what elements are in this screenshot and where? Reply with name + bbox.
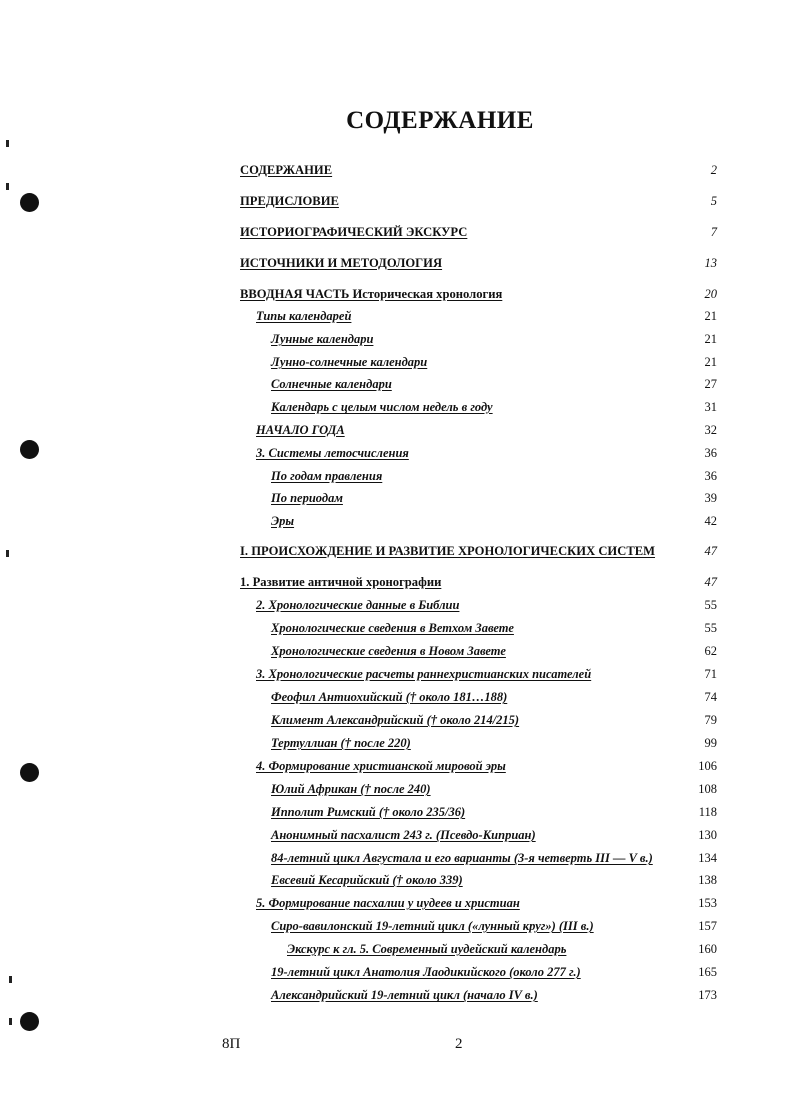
toc-entry[interactable] xyxy=(240,572,717,592)
toc-entry-label[interactable]: 84-летний цикл Августала и его варианты (3-я четверть III — V в.) xyxy=(271,851,653,865)
toc-entry-label[interactable]: СОДЕРЖАНИЕ xyxy=(240,163,333,177)
toc-entry-page: 130 xyxy=(698,828,717,842)
page-title: СОДЕРЖАНИЕ xyxy=(346,107,534,134)
toc-entry[interactable] xyxy=(240,687,717,707)
toc-entry-label[interactable]: Феофил Антиохийский († около 181…188) xyxy=(271,690,508,704)
toc-entry-page: 21 xyxy=(704,355,717,369)
toc-entry-label[interactable]: 1. Развитие античной хронографии xyxy=(240,575,442,589)
toc-entry[interactable] xyxy=(240,939,717,959)
margin-mark xyxy=(9,1018,12,1025)
toc-entry-page: 157 xyxy=(698,919,717,933)
toc-entry[interactable] xyxy=(240,802,717,822)
toc-entry-label[interactable]: ПРЕДИСЛОВИЕ xyxy=(240,194,339,208)
toc-entry-page: 153 xyxy=(698,896,717,910)
page-number: 2 xyxy=(455,1036,463,1052)
toc-entry[interactable] xyxy=(240,253,717,273)
toc-entry[interactable] xyxy=(240,848,717,868)
toc-entry[interactable] xyxy=(240,733,717,753)
toc-entry-label[interactable]: 5. Формирование пасхалии у иудеев и христиан xyxy=(256,896,520,910)
toc-entry-page: 62 xyxy=(704,644,717,658)
toc-entry[interactable] xyxy=(240,511,717,531)
toc-entry-page: 79 xyxy=(704,713,717,727)
toc-entry-label[interactable]: Календарь с целым числом недель в году xyxy=(271,400,493,414)
toc-entry-page: 32 xyxy=(704,423,717,437)
toc-entry-page: 39 xyxy=(704,491,717,505)
toc-entry[interactable] xyxy=(240,893,717,913)
toc-entry[interactable] xyxy=(240,595,717,615)
toc-entry[interactable] xyxy=(240,779,717,799)
toc-entry-label[interactable]: 2. Хронологические данные в Библии xyxy=(256,598,460,612)
toc-entry-page: 47 xyxy=(704,544,717,558)
toc-entry-page: 7 xyxy=(710,225,717,239)
toc-entry-page: 13 xyxy=(704,256,717,270)
toc-entry-page: 165 xyxy=(698,965,717,979)
toc-entry-label[interactable]: 3. Хронологические расчеты раннехристианских писателей xyxy=(256,667,592,681)
toc-entry[interactable] xyxy=(240,160,717,180)
toc-entry-label[interactable]: Климент Александрийский († около 214/215) xyxy=(271,713,520,727)
punch-hole xyxy=(20,440,39,459)
toc-entry-label[interactable]: 19-летний цикл Анатолия Лаодикийского (около 277 г.) xyxy=(271,965,581,979)
toc-entry-page: 5 xyxy=(710,194,717,208)
toc-entry[interactable] xyxy=(240,420,717,440)
toc-entry-page: 118 xyxy=(698,805,717,819)
toc-entry-label[interactable]: Сиро-вавилонский 19-летний цикл («лунный круг») (III в.) xyxy=(271,919,594,933)
toc-entry[interactable] xyxy=(240,306,717,326)
toc-entry-page: 160 xyxy=(698,942,717,956)
toc-entry[interactable] xyxy=(240,488,717,508)
toc-entry-label[interactable]: Лунно-солнечные календари xyxy=(271,355,428,369)
toc-entry-page: 36 xyxy=(704,469,717,483)
toc-entry[interactable] xyxy=(240,756,717,776)
toc-entry-page: 74 xyxy=(704,690,717,704)
toc-entry[interactable] xyxy=(240,222,717,242)
toc-entry-label[interactable]: НАЧАЛО ГОДА xyxy=(256,423,345,437)
toc-entry[interactable] xyxy=(240,664,717,684)
toc-entry[interactable] xyxy=(240,641,717,661)
toc-entry-page: 21 xyxy=(704,309,717,323)
toc-entry-label[interactable]: Экскурс к гл. 5. Современный иудейский календарь xyxy=(287,942,567,956)
margin-mark xyxy=(9,976,12,983)
toc-entry[interactable] xyxy=(240,541,717,561)
toc-entry-page: 47 xyxy=(704,575,717,589)
punch-hole xyxy=(20,1012,39,1031)
toc-entry-label[interactable]: Хронологические сведения в Новом Завете xyxy=(271,644,506,658)
punch-hole xyxy=(20,193,39,212)
toc-entry[interactable] xyxy=(240,618,717,638)
toc-entry-label[interactable]: 4. Формирование христианской мировой эры xyxy=(256,759,506,773)
toc-entry-page: 138 xyxy=(698,873,717,887)
toc-entry[interactable] xyxy=(240,466,717,486)
toc-entry[interactable] xyxy=(240,710,717,730)
toc-entry-label[interactable]: По годам правления xyxy=(271,469,383,483)
toc-entry-label[interactable]: Тертуллиан († после 220) xyxy=(271,736,411,750)
toc-entry-page: 173 xyxy=(698,988,717,1002)
toc-entry[interactable] xyxy=(240,191,717,211)
toc-entry-page: 106 xyxy=(698,759,717,773)
toc-entry[interactable] xyxy=(240,985,717,1005)
toc-entry-label[interactable]: Юлий Африкан († после 240) xyxy=(271,782,431,796)
toc-entry-page: 2 xyxy=(710,163,717,177)
toc-entry-label[interactable]: Александрийский 19-летний цикл (начало IV в.) xyxy=(271,988,538,1002)
toc-entry-page: 36 xyxy=(704,446,717,460)
punch-hole xyxy=(20,763,39,782)
toc-entry[interactable] xyxy=(240,916,717,936)
toc-entry-label[interactable]: По периодам xyxy=(271,491,343,505)
toc-entry-label[interactable]: ИСТОЧНИКИ И МЕТОДОЛОГИЯ xyxy=(240,256,443,270)
toc-entry-label[interactable]: 3. Системы летосчисления xyxy=(256,446,409,460)
toc-entry-label[interactable]: Лунные календари xyxy=(271,332,374,346)
footer-code: 8П xyxy=(222,1036,241,1052)
toc-entry-page: 20 xyxy=(704,287,717,301)
toc-entry-label[interactable]: Хронологические сведения в Ветхом Завете xyxy=(271,621,514,635)
toc-entry[interactable] xyxy=(240,825,717,845)
toc-entry-label[interactable]: ВВОДНАЯ ЧАСТЬ Историческая хронология xyxy=(240,287,503,301)
toc-entry-label[interactable]: Евсевий Кесарийский († около 339) xyxy=(271,873,463,887)
margin-mark xyxy=(6,140,9,147)
toc-entry[interactable] xyxy=(240,329,717,349)
toc-entry-page: 71 xyxy=(704,667,717,681)
toc-entry-page: 21 xyxy=(704,332,717,346)
toc-entry-label[interactable]: Ипполит Римский († около 235/36) xyxy=(271,805,466,819)
toc-entry-page: 42 xyxy=(704,514,717,528)
toc-entry-page: 108 xyxy=(698,782,717,796)
margin-mark xyxy=(6,183,9,190)
toc-entry-label[interactable]: Эры xyxy=(271,514,295,528)
toc-entry[interactable] xyxy=(240,284,717,304)
toc-entry-page: 134 xyxy=(698,851,717,865)
toc-entry-label[interactable]: Анонимный пасхалист 243 г. (Псевдо-Киприан) xyxy=(271,828,536,842)
toc-entry-label[interactable]: ИСТОРИОГРАФИЧЕСКИЙ ЭКСКУРС xyxy=(240,225,468,239)
toc-entry[interactable] xyxy=(240,870,717,890)
toc-entry[interactable] xyxy=(240,352,717,372)
toc-entry-label[interactable]: Солнечные календари xyxy=(271,377,392,391)
toc-entry[interactable] xyxy=(240,374,717,394)
toc-entry-page: 99 xyxy=(704,736,717,750)
toc-entry[interactable] xyxy=(240,397,717,417)
toc-entry[interactable] xyxy=(240,443,717,463)
toc-entry[interactable] xyxy=(240,962,717,982)
toc-entry-page: 31 xyxy=(704,400,717,414)
toc-entry-label[interactable]: Типы календарей xyxy=(256,309,352,323)
toc-entry-page: 55 xyxy=(704,621,717,635)
toc-entry-label[interactable]: I. ПРОИСХОЖДЕНИЕ И РАЗВИТИЕ ХРОНОЛОГИЧЕСКИХ СИСТЕМ xyxy=(240,544,656,558)
margin-mark xyxy=(6,550,9,557)
toc-entry-page: 27 xyxy=(704,377,717,391)
toc-entry-page: 55 xyxy=(704,598,717,612)
